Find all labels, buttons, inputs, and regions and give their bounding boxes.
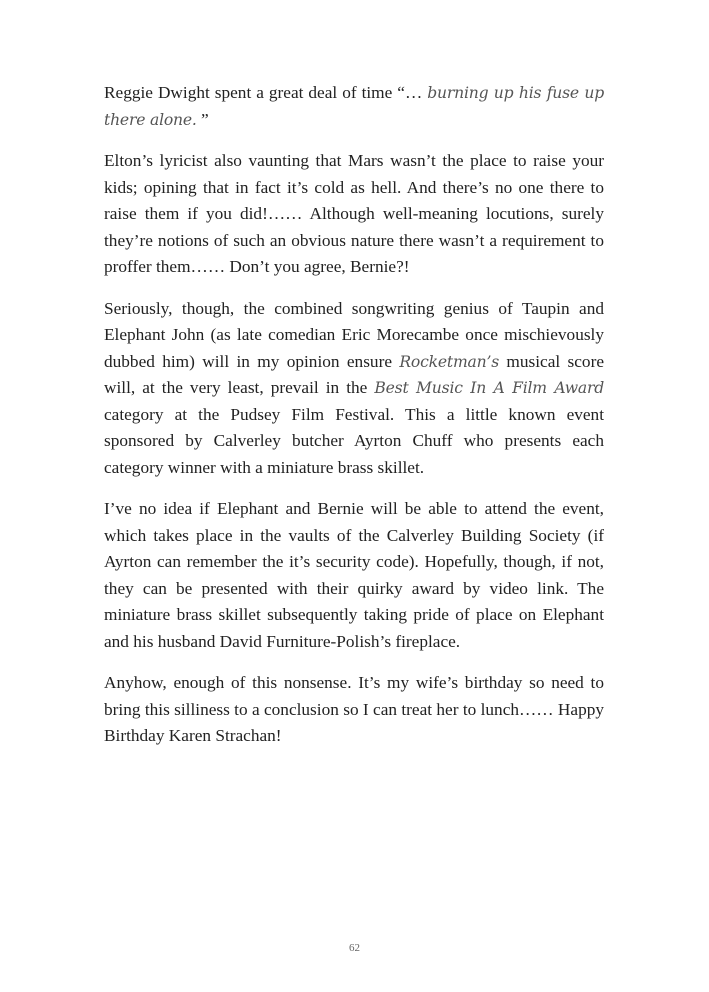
- paragraph-3-italic-film-title: Rocketman’s: [399, 352, 500, 371]
- paragraph-5-text-1: Anyhow, enough of this nonsense. It’s my wife’s birthday so need to bring this silliness to a conclusion so I can treat her to lunch…… Happy Birthday Karen Strachan!: [104, 673, 604, 745]
- paragraph-3-text-2: musical score will, at the very least, prevail in the: [104, 351, 604, 397]
- paragraph-2-text-1: Elton’s lyricist also vaunting that Mars wasn’t the place to raise your kids; opining that in fact it’s cold as hell. And there’s no one there to raise them if you did!…… Although well-meaning locutions, surely they’re notions of such an obvious nature there wasn’t a requirement to proffer them…… Don’t you agree, Bernie?!: [104, 151, 604, 276]
- paragraph-2: [104, 148, 604, 281]
- paragraph-1-italic-quote: burning up his fuse up there alone.: [104, 84, 604, 129]
- paragraph-4-text-1: I’ve no idea if Elephant and Bernie will be able to attend the event, which takes place in the vaults of the Calverley Building Society (if Ayrton can remember the it’s security code). Hopefully, though, if not, they can be presented with their quirky award by video link. The miniature brass skillet subsequently taking pride of place on Elephant and his husband David Furniture-Polish’s fireplace.: [104, 499, 604, 651]
- page-number: 62: [349, 942, 360, 954]
- paragraph-1: [104, 80, 604, 133]
- paragraph-4: [104, 496, 604, 655]
- paragraph-5: [104, 670, 604, 750]
- paragraph-1-text-1: Reggie Dwight spent a great deal of time “…: [104, 83, 428, 102]
- page-body: [104, 80, 604, 765]
- paragraph-3: [104, 296, 604, 482]
- paragraph-3-text-3: category at the Pudsey Film Festival. This a little known event sponsored by Calverley butcher Ayrton Chuff who presents each category winner with a miniature brass skillet.: [104, 404, 604, 477]
- paragraph-1-text-2: ”: [196, 109, 209, 129]
- paragraph-3-italic-award-name: Best Music In A Film Award: [374, 379, 604, 397]
- paragraph-3-text-1: Seriously, though, the combined songwriting genius of Taupin and Elephant John (as late comedian Eric Morecambe once mischievously dubbed him) will in my opinion ensure: [104, 298, 604, 371]
